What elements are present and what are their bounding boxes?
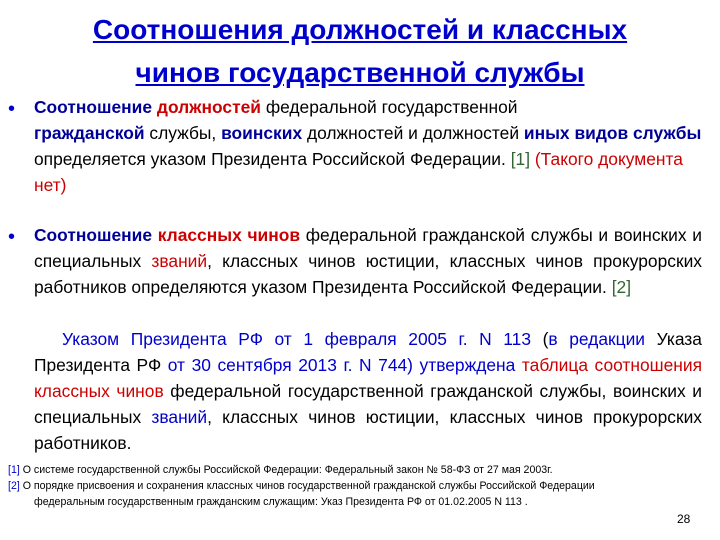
text-fragment: , классных чинов юстиции, классных чинов прокурорских работников определяются указом Президента Российской Федерации.: [34, 251, 702, 297]
term-voinskih: воинских: [221, 123, 303, 143]
title-line-2: чинов государственной службы: [135, 57, 585, 88]
bullet-marker-1: •: [8, 98, 16, 120]
footnote-2-continuation: [8, 494, 698, 510]
bullet-marker-2: •: [8, 226, 16, 248]
footnote-2-text: федеральным государственным гражданским служащим: Указ Президента РФ от 01.02.2005 N 113 .: [34, 496, 528, 508]
decree-744-date: от 30 сентября 2013 г. N 744): [167, 355, 413, 375]
text-fragment: , классных чинов юстиции, классных чинов прокурорских работников.: [34, 407, 702, 453]
term-dolzhnostey: должностей: [156, 97, 261, 117]
decree-paragraph: [34, 326, 702, 456]
footnotes: [8, 462, 698, 510]
footnote-2: [8, 478, 698, 494]
term-utverzhdena: утверждена: [419, 355, 516, 375]
footnote-1: [8, 462, 698, 478]
term-grazhdanskoy: гражданской: [34, 123, 145, 143]
text-fragment: (: [542, 329, 549, 349]
text-fragment: федеральной государственной: [265, 97, 518, 117]
footnote-1-text: О системе государственной службы Российской Федерации: Федеральный закон № 58-ФЗ от 27 мая 2003г.: [22, 464, 553, 476]
note-no-document: (Такого документа нет): [34, 149, 683, 195]
term-sootnoshenie: Соотношение: [34, 225, 153, 245]
bullet-paragraph-2: [34, 222, 702, 300]
bullet-paragraph-1: [34, 94, 702, 198]
footnote-ref-2[interactable]: [2]: [611, 277, 632, 297]
term-inyh-vidov-sluzhby: иных видов службы: [523, 123, 702, 143]
slide-title: [20, 8, 700, 94]
term-zvaniy: званий: [151, 407, 208, 427]
term-klassnyh-chinov: классных чинов: [157, 225, 301, 245]
text-fragment: Указа Президента РФ: [34, 329, 702, 375]
term-tablica: таблица соотношения классных чинов: [34, 355, 703, 401]
text-fragment: определяется указом Президента Российской Федерации.: [34, 149, 506, 169]
text-fragment: должностей и должностей: [306, 123, 520, 143]
text-fragment: федеральной государственной гражданской службы, воинских и специальных: [34, 381, 702, 427]
edition-link[interactable]: в редакции: [548, 329, 645, 349]
footnote-ref-1[interactable]: [1]: [510, 149, 531, 169]
term-sootnoshenie: Соотношение: [34, 97, 153, 117]
title-line-1: Соотношения должностей и классных: [92, 14, 628, 45]
decree-link-113[interactable]: Указом Президента РФ от 1 февраля 2005 г. N 113: [62, 329, 532, 349]
footnote-2-text: О порядке присвоения и сохранения классных чинов государственной гражданской службы Российской Федерации: [22, 480, 595, 492]
text-fragment: федеральной гражданской службы и воинских и специальных: [34, 225, 702, 271]
footnote-2-number: [2]: [8, 480, 20, 492]
footnote-1-number: [1]: [8, 464, 20, 476]
page-number: 28: [677, 512, 691, 526]
term-zvaniy: званий: [151, 251, 208, 271]
text-fragment: службы,: [149, 123, 217, 143]
